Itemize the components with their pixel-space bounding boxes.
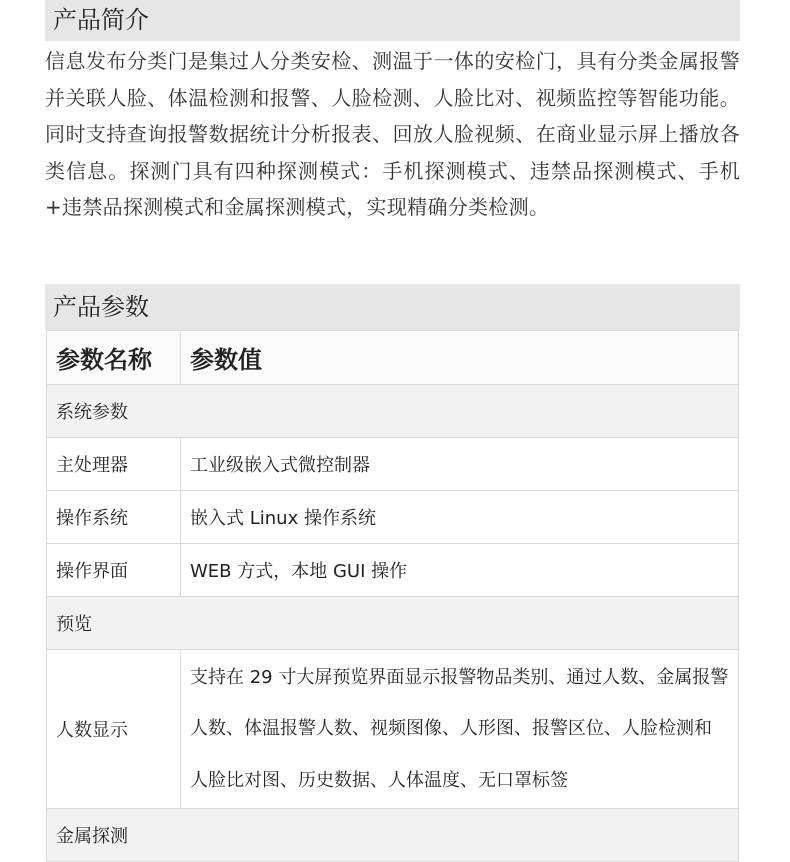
param-name: 操作系统: [47, 491, 181, 544]
table-header-row: [47, 331, 739, 385]
spec-table: [46, 330, 739, 862]
group-row-preview: [47, 597, 739, 650]
intro-heading-bar: [45, 0, 740, 41]
params-heading: 产品参数: [53, 293, 149, 321]
param-name: 主处理器: [47, 438, 181, 491]
table-row: [47, 650, 739, 809]
param-value: WEB 方式，本地 GUI 操作: [181, 544, 739, 597]
group-label: 金属探测: [47, 809, 739, 862]
param-value: 工业级嵌入式微控制器: [181, 438, 739, 491]
group-row-metal: [47, 809, 739, 862]
param-name: 人数显示: [47, 650, 181, 809]
group-label: 预览: [47, 597, 739, 650]
table-row: [47, 544, 739, 597]
param-value: 嵌入式 Linux 操作系统: [181, 491, 739, 544]
param-name: 操作界面: [47, 544, 181, 597]
params-heading-bar: [45, 284, 740, 330]
intro-heading: 产品简介: [53, 6, 149, 34]
group-row-system: [47, 385, 739, 438]
intro-paragraph: 信息发布分类门是集过人分类安检、测温于一体的安检门，具有分类金属报警并关联人脸、体温检测和报警、人脸检测、人脸比对、视频监控等智能功能。同时支持查询报警数据统计分析报表、回放人脸视频、在商业显示屏上播放各类信息。探测门具有四种探测模式：手机探测模式、违禁品探测模式、手机+违禁品探测模式和金属探测模式，实现精确分类检测。: [45, 49, 740, 220]
column-header-name: 参数名称: [47, 331, 181, 385]
table-row: [47, 491, 739, 544]
param-value: 支持在 29 寸大屏预览界面显示报警物品类别、通过人数、金属报警人数、体温报警人数、视频图像、人形图、报警区位、人脸检测和人脸比对图、历史数据、人体温度、无口罩标签: [181, 650, 739, 809]
table-row: [47, 438, 739, 491]
group-label: 系统参数: [47, 385, 739, 438]
column-header-value: 参数值: [181, 331, 739, 385]
